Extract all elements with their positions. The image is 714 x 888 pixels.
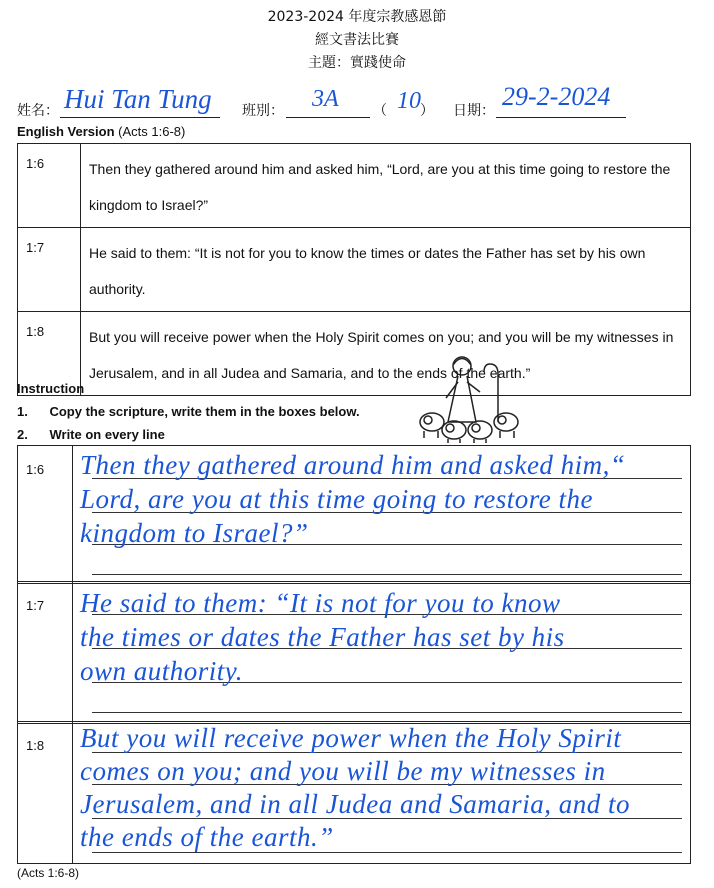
number-value[interactable]: 10 xyxy=(397,88,421,114)
writing-line xyxy=(92,712,682,713)
name-field[interactable] xyxy=(60,84,220,118)
name-value: Hui Tan Tung xyxy=(64,84,212,114)
handwritten-line: Jerusalem, and in all Judea and Samaria, and to xyxy=(80,789,630,819)
number-open-paren: （ xyxy=(373,103,387,119)
writing-box-number: 1:8 xyxy=(26,738,45,753)
handwritten-line: Lord, are you at this time going to restore the xyxy=(80,484,593,514)
english-version-heading xyxy=(17,124,185,139)
handwritten-line: the times or dates the Father has set by his xyxy=(80,622,565,652)
handwritten-line: He said to them: “It is not for you to know xyxy=(80,588,561,618)
instruction-number: 1. xyxy=(17,404,28,419)
english-ref: (Acts 1:6-8) xyxy=(118,124,186,139)
writing-box-1-6[interactable] xyxy=(17,445,691,584)
instruction-text: Copy the scripture, write them in the boxes below. xyxy=(49,404,360,419)
writing-box-1-7[interactable] xyxy=(17,581,691,724)
handwritten-text xyxy=(80,446,625,552)
verse-text: Then they gathered around him and asked him, “Lord, are you at this time going to restore the kingdom to Israel?” xyxy=(81,144,691,228)
handwritten-line: comes on you; and you will be my witnesses in xyxy=(80,756,606,786)
instruction-text: Write on every line xyxy=(49,427,165,442)
handwritten-text xyxy=(80,722,630,854)
verse-number: 1:8 xyxy=(18,312,81,396)
box-divider xyxy=(72,446,73,583)
theme-title: 主題：實踐使命 xyxy=(308,55,406,71)
class-value: 3A xyxy=(312,86,339,112)
verse-number: 1:7 xyxy=(18,228,81,312)
verses-table xyxy=(17,143,691,396)
box-divider xyxy=(72,722,73,863)
verse-text: But you will receive power when the Holy Spirit comes on you; and you will be my witnesses in Jerusalem, and in all Judea and Samaria, and to the ends of the earth.” xyxy=(81,312,691,396)
writing-box-number: 1:7 xyxy=(26,598,45,613)
handwritten-line: Then they gathered around him and asked him,“ xyxy=(80,450,626,480)
event-title: 2023-2024 年度宗教感恩節 xyxy=(267,9,447,25)
footer-reference: (Acts 1:6-8) xyxy=(17,866,80,880)
class-field[interactable] xyxy=(286,86,370,118)
class-label: 班別： xyxy=(242,103,284,119)
box-divider xyxy=(72,582,73,723)
date-field[interactable] xyxy=(496,82,626,118)
handwritten-line: own authority. xyxy=(80,656,244,686)
verse-number: 1:6 xyxy=(18,144,81,228)
instruction-number: 2. xyxy=(17,427,28,442)
instruction-heading: Instruction xyxy=(17,381,85,396)
verse-row xyxy=(18,312,691,396)
writing-box-number: 1:6 xyxy=(26,462,45,477)
handwritten-text xyxy=(80,584,565,690)
instruction-item-1 xyxy=(17,404,360,419)
handwritten-line: the ends of the earth.” xyxy=(80,822,334,852)
verse-row xyxy=(18,144,691,228)
name-label: 姓名： xyxy=(17,103,59,119)
competition-title: 經文書法比賽 xyxy=(315,32,399,48)
handwritten-line: But you will receive power when the Holy Spirit xyxy=(80,723,622,753)
date-value: 29-2-2024 xyxy=(502,82,611,111)
instruction-item-2 xyxy=(17,427,165,442)
english-heading-text: English Version xyxy=(17,124,115,139)
number-close-paren: ） xyxy=(420,103,434,119)
verse-row xyxy=(18,228,691,312)
shepherd-with-sheep-icon xyxy=(414,352,524,444)
writing-box-1-8[interactable] xyxy=(17,721,691,864)
date-label: 日期： xyxy=(453,103,495,119)
handwritten-line: kingdom to Israel?” xyxy=(80,518,309,548)
writing-line xyxy=(92,574,682,575)
verse-text: He said to them: “It is not for you to know the times or dates the Father has set by his own authority. xyxy=(81,228,691,312)
